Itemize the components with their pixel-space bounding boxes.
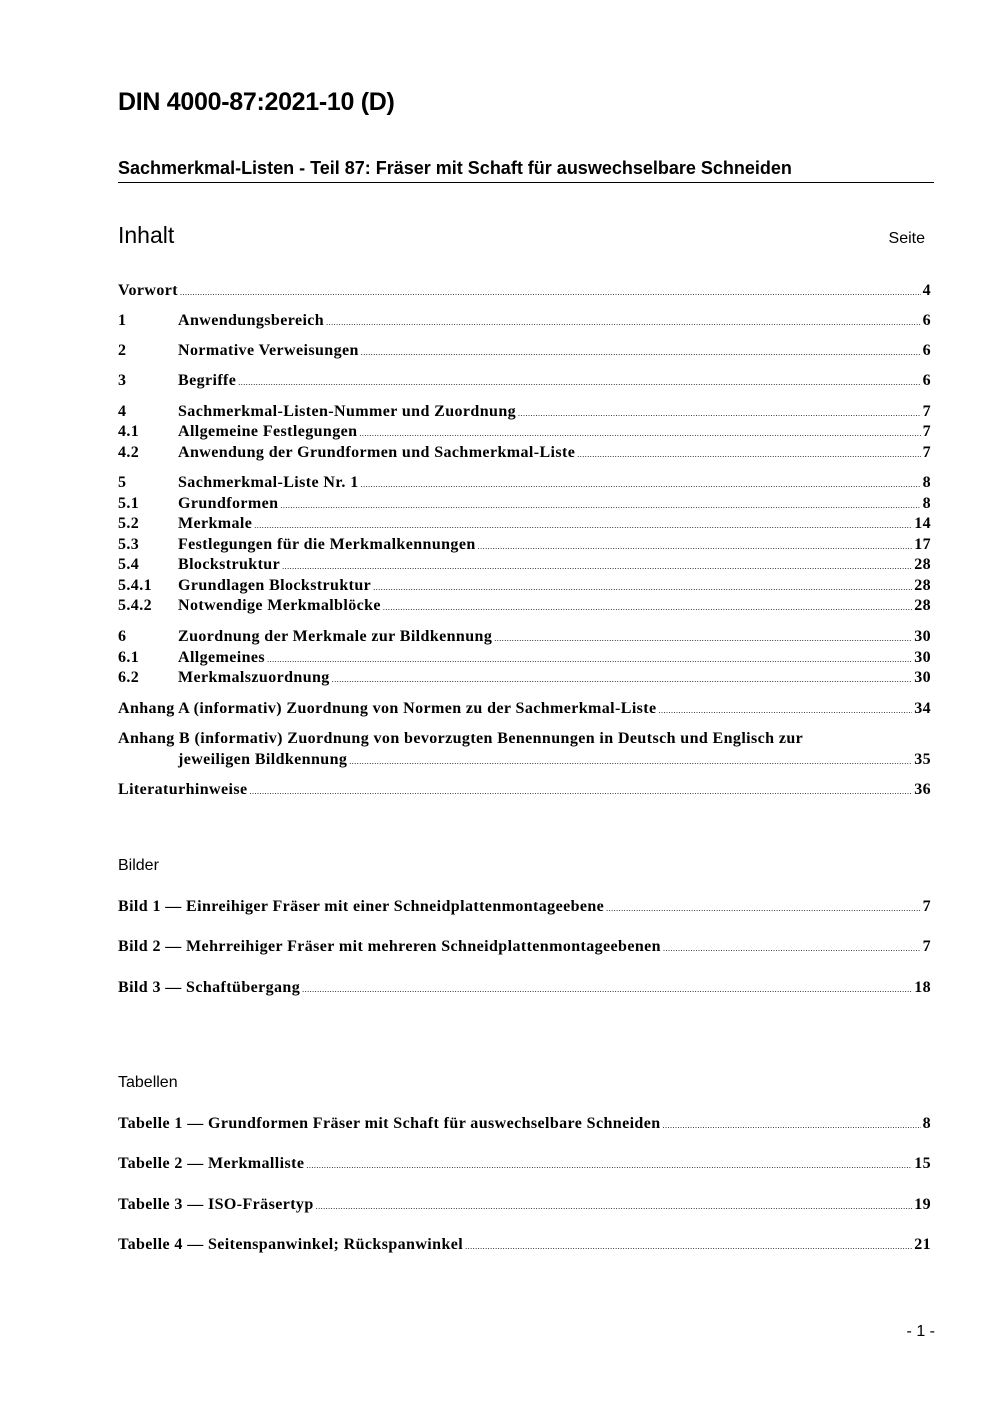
toc-entry-5-1[interactable] [118,493,931,514]
toc-entry-text: Blockstruktur [178,556,281,573]
figure-entry-text: Bild 3 — Schaftübergang [118,979,301,996]
toc-entry-4-2[interactable] [118,442,931,463]
toc-entry-page: 34 [914,700,931,717]
toc-entry-6-1[interactable] [118,647,931,668]
toc-entry-page: 28 [914,556,931,573]
page-number: - 1 - [906,1323,935,1340]
figure-entry-text: Bild 1 — Einreihiger Fräser mit einer Schneidplattenmontageebene [118,898,605,915]
toc-entry-number: 6.1 [118,649,140,666]
leader-dots [383,595,912,618]
table-entry-text: Tabelle 4 — Seitenspanwinkel; Rückspanwinkel [118,1236,464,1253]
toc-entry-5-2[interactable] [118,513,931,534]
toc-entry-text: Allgemeine Festlegungen [178,423,358,440]
toc-entry-text: Anwendung der Grundformen und Sachmerkmal-Liste [178,444,576,461]
figure-entry-page: 7 [922,898,931,915]
leader-dots [494,626,912,649]
contents-heading: Inhalt [118,222,175,248]
toc-entry-5-4[interactable] [118,554,931,575]
figure-entry-page: 7 [922,938,931,955]
toc-entry-text: Begriffe [178,372,237,389]
toc-entry-text: Sachmerkmal-Listen-Nummer und Zuordnung [178,403,517,420]
leader-dots [306,1153,912,1176]
toc-entry-page: 6 [922,342,931,359]
toc-entry-anhang-a[interactable] [118,698,931,719]
toc-entry-page: 28 [914,597,931,614]
toc-entry-text: Literaturhinweise [118,781,248,798]
toc-entry-number: 6.2 [118,669,140,686]
table-entry-page: 15 [914,1155,931,1172]
toc-entry-page: 8 [922,495,931,512]
toc-entry-page: 30 [914,649,931,666]
leader-dots [316,1194,913,1217]
leader-dots [606,896,920,919]
leader-dots [302,977,912,1000]
toc-entry-text: Merkmalszuordnung [178,669,330,686]
table-entry-page: 8 [922,1115,931,1132]
toc-entry-number: 1 [118,312,127,329]
toc-entry-anhang-b-line1[interactable]: Anhang B (informativ) Zuordnung von bevorzugten Benennungen in Deutsch und Englisch zur [118,730,804,747]
toc-entry-number: 3 [118,372,127,389]
toc-entry-6[interactable] [118,626,931,647]
toc-entry-text: jeweiligen Bildkennung [178,751,348,768]
table-entry[interactable] [118,1153,931,1174]
leader-dots [332,667,912,690]
toc-entry-page: 30 [914,669,931,686]
toc-entry-number: 5 [118,474,127,491]
toc-entry-page: 4 [922,282,931,299]
table-entry-text: Tabelle 3 — ISO-Fräsertyp [118,1196,314,1213]
table-entry[interactable] [118,1234,931,1255]
document-subtitle: Sachmerkmal-Listen - Teil 87: Fräser mit Schaft für auswechselbare Schneiden [118,158,934,183]
toc-entry-5-3[interactable] [118,534,931,555]
toc-entry-text: Zuordnung der Merkmale zur Bildkennung [178,628,493,645]
toc-entry-5-4-1[interactable] [118,575,931,596]
toc-entry-page: 30 [914,628,931,645]
toc-entry-vorwort[interactable] [118,280,931,301]
toc-entry-text: Notwendige Merkmalblöcke [178,597,381,614]
toc-entry-page: 14 [914,515,931,532]
toc-entry-6-2[interactable] [118,667,931,688]
leader-dots [349,749,912,772]
toc-entry-number: 6 [118,628,127,645]
toc-entry-text: Festlegungen für die Merkmalkennungen [178,536,476,553]
toc-entry-number: 5.4 [118,556,140,573]
table-entry[interactable] [118,1194,931,1215]
toc-entry-page: 7 [922,403,931,420]
toc-entry-page: 17 [914,536,931,553]
page-column-label: Seite [888,230,925,247]
toc-entry-2[interactable] [118,340,931,361]
figure-entry[interactable] [118,977,931,998]
toc-entry-number: 4.1 [118,423,140,440]
toc-entry-text: Merkmale [178,515,253,532]
leader-dots [326,310,921,333]
tables-heading: Tabellen [118,1074,178,1091]
figure-entry[interactable] [118,896,931,917]
leader-dots [659,698,913,721]
figure-entry-page: 18 [914,979,931,996]
toc-entry-text: Anwendungsbereich [178,312,325,329]
toc-entry-page: 8 [922,474,931,491]
toc-entry-text: Grundformen [178,495,279,512]
toc-entry-text: Sachmerkmal-Liste Nr. 1 [178,474,359,491]
leader-dots [359,421,920,444]
leader-dots [577,442,920,465]
toc-entry-number: 5.4.2 [118,597,152,614]
leader-dots [361,472,921,495]
table-entry-page: 21 [914,1236,931,1253]
leader-dots [663,936,921,959]
leader-dots [361,340,921,363]
toc-entry-number: 5.2 [118,515,140,532]
table-entry[interactable] [118,1113,931,1134]
leader-dots [180,280,921,303]
toc-entry-text: Normative Verweisungen [178,342,359,359]
figure-entry-text: Bild 2 — Mehrreihiger Fräser mit mehreren Schneidplattenmontageebenen [118,938,661,955]
toc-entry-page: 6 [922,372,931,389]
leader-dots [663,1113,921,1136]
leader-dots [465,1234,912,1257]
toc-entry-page: 35 [914,751,931,768]
toc-entry-page: 36 [914,781,931,798]
toc-entry-page: 28 [914,577,931,594]
toc-entry-page: 6 [922,312,931,329]
toc-entry-1[interactable] [118,310,931,331]
toc-entry-anhang-b[interactable] [178,749,931,770]
toc-entry-5-4-2[interactable] [118,595,931,616]
leader-dots [249,779,912,802]
toc-entry-4-1[interactable] [118,421,931,442]
toc-entry-literatur[interactable] [118,779,931,800]
table-entry-page: 19 [914,1196,931,1213]
toc-entry-number: 5.4.1 [118,577,152,594]
table-entry-text: Tabelle 1 — Grundformen Fräser mit Schaft für auswechselbare Schneiden [118,1115,661,1132]
toc-entry-number: 2 [118,342,127,359]
toc-entry-5[interactable] [118,472,931,493]
toc-entry-text: Anhang A (informativ) Zuordnung von Normen zu der Sachmerkmal-Liste [118,700,657,717]
toc-entry-text: Allgemeines [178,649,266,666]
toc-entry-number: 4 [118,403,127,420]
leader-dots [254,513,912,536]
figure-entry[interactable] [118,936,931,957]
toc-entry-number: 4.2 [118,444,140,461]
toc-entry-number: 5.3 [118,536,140,553]
toc-entry-page: 7 [922,444,931,461]
toc-entry-4[interactable] [118,401,931,422]
toc-entry-3[interactable] [118,370,931,391]
leader-dots [238,370,920,393]
toc-entry-page: 7 [922,423,931,440]
table-entry-text: Tabelle 2 — Merkmalliste [118,1155,305,1172]
toc-entry-number: 5.1 [118,495,140,512]
toc-entry-text: Grundlagen Blockstruktur [178,577,372,594]
document-id: DIN 4000-87:2021-10 (D) [118,88,395,116]
toc-entry-text: Vorwort [118,282,178,299]
figures-heading: Bilder [118,857,159,874]
leader-dots [282,554,912,577]
